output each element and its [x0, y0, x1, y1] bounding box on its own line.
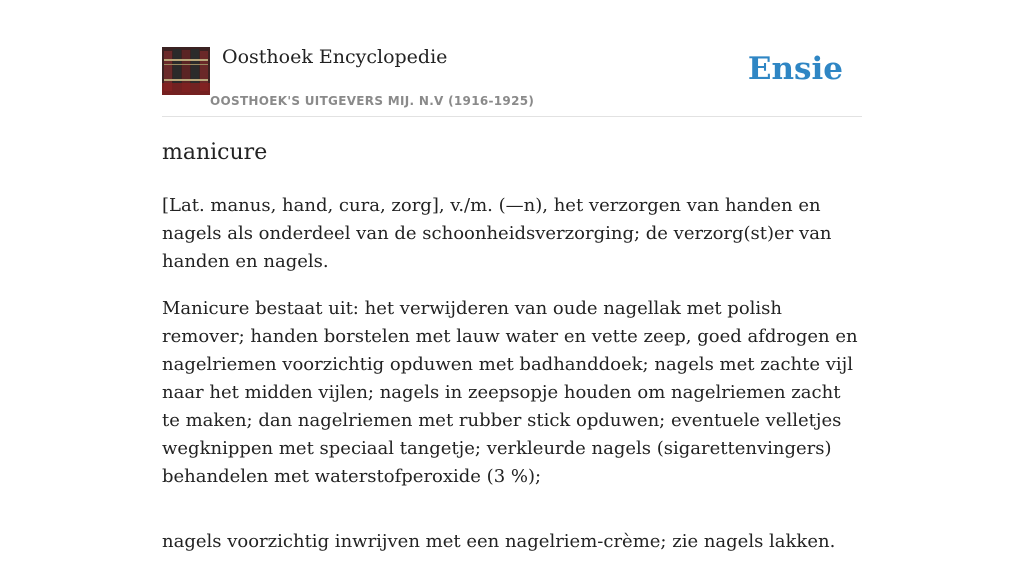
entry-paragraph: nagels voorzichtig inwrijven met een nagelriem-crème; zie nagels lakken.	[162, 531, 836, 552]
entry-paragraph: [Lat. manus, hand, cura, zorg], v./m. (—n), het verzorgen van handen en nagels als onderdeel van de schoonheidsverzorging; de verzorg(st)er van handen en nagels.	[162, 195, 832, 272]
entry-paragraph: Manicure bestaat uit: het verwijderen van oude nagellak met polish remover; handen borstelen met lauw water en vette zeep, goed afdrogen en nagelriemen voorzichtig opduwen met badhanddoek; nagels met zachte vijl naar het midden vijlen; nagels in zeepsopje houden om nagelriemen zacht te maken; dan nagelriemen met rubber stick opduwen; eventuele velletjes wegknippen met speciaal tangetje; verkleurde nagels (sigarettenvingers) behandelen met waterstofperoxide (3 %);	[162, 298, 858, 487]
publisher-subtitle: OOSTHOEK'S UITGEVERS MIJ. N.V (1916-1925)	[210, 94, 535, 108]
site-title[interactable]: Oosthoek Encyclopedie	[222, 46, 448, 68]
books-icon	[162, 47, 210, 95]
entry-body	[162, 192, 862, 575]
site-header	[162, 46, 862, 117]
entry-title: manicure	[162, 140, 268, 165]
encyclopedia-books-avatar[interactable]	[162, 47, 210, 95]
ensie-logo[interactable]: Ensie	[747, 51, 843, 87]
